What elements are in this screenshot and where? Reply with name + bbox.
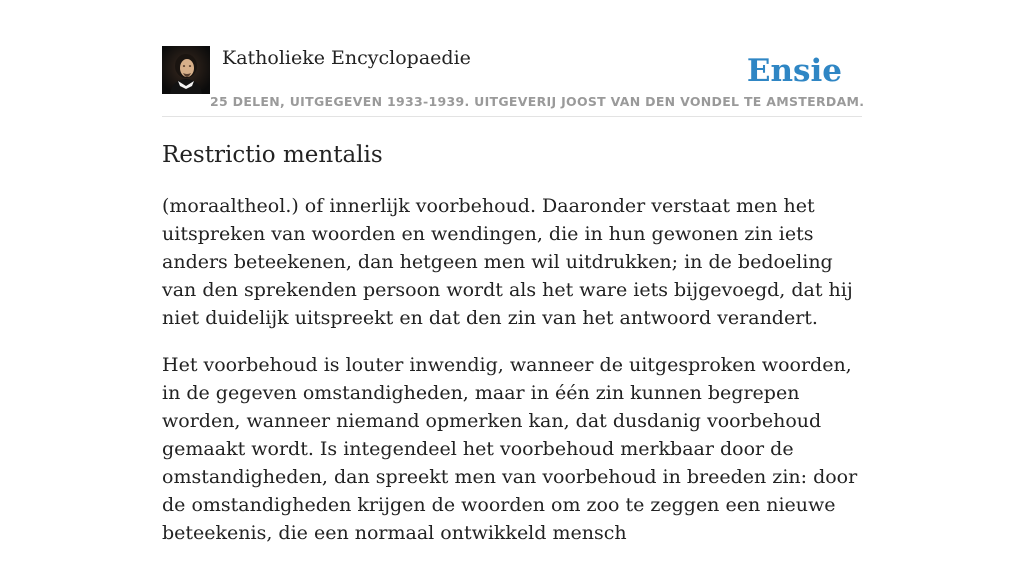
article-paragraph: Het voorbehoud is louter inwendig, wanneer de uitgesproken woorden, in de gegeven omstandigheden, maar in één zin kunnen begrepen worden, wanneer niemand opmerken kan, dat dusdanig voorbehoud gemaakt wordt. Is integendeel het voorbehoud merkbaar door de omstandigheden, dan spreekt men van voorbehoud in breeden zin: door de omstandigheden krijgen de woorden om zoo te zeggen een nieuwe beteekenis, die een normaal ontwikkeld mensch [162,354,858,544]
article-title: Restrictio mentalis [162,142,383,168]
source-avatar[interactable] [162,46,210,94]
article-paragraph: (moraaltheol.) of innerlijk voorbehoud. Daaronder verstaat men het uitspreken van woorden en wendingen, die in hun gewonen zin iets anders beteekenen, dan hetgeen men wil uitdrukken; in de bedoeling van den sprekenden persoon wordt als het ware iets bijgevoegd, dat hij niet duidelijk uitspreekt en dat den zin van het antwoord verandert. [162,195,853,329]
portrait-icon [162,46,210,94]
brand-logo[interactable]: Ensie [746,53,842,89]
source-title[interactable]: Katholieke Encyclopaedie [222,47,471,69]
source-header [162,46,865,117]
article-body [162,192,862,566]
source-subtitle: 25 DELEN, UITGEGEVEN 1933-1939. UITGEVERIJ JOOST VAN DEN VONDEL TE AMSTERDAM. [210,94,865,109]
